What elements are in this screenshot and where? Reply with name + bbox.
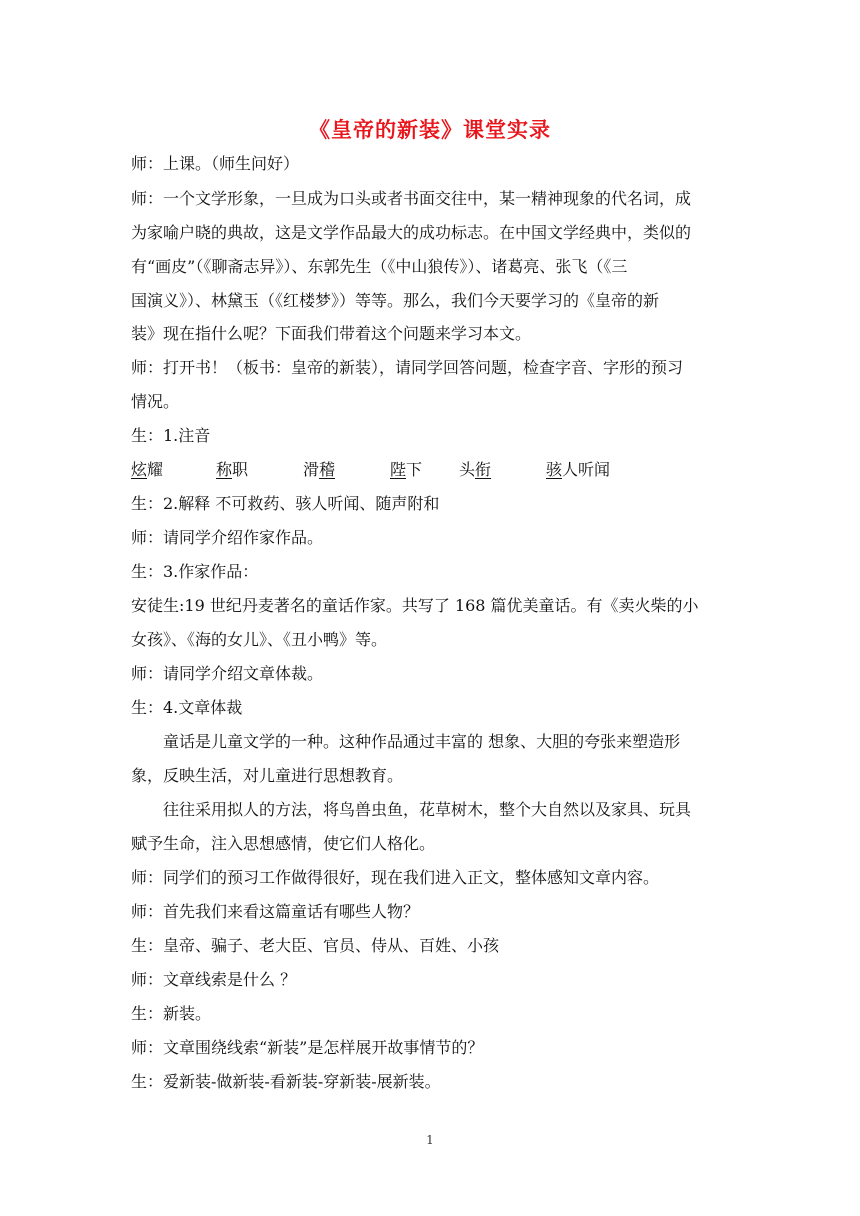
paragraph-line: 生：2.解释 不可救药、骇人听闻、随声附和	[131, 494, 440, 513]
word-rest: 人听闻	[562, 460, 611, 479]
paragraph-line: 有“画皮”（《聊斋志异》）、东郭先生（《中山狼传》）、诸葛亮、张飞（《三	[131, 257, 628, 276]
pronunciation-word	[459, 460, 491, 480]
word-rest: 下	[406, 460, 423, 479]
paragraph-line: 生：1.注音	[131, 426, 211, 445]
pronunciation-word	[546, 460, 610, 480]
underlined-char: 称	[216, 460, 233, 479]
paragraph-line: 象，反映生活，对儿童进行思想教育。	[131, 766, 404, 785]
pronunciation-word	[303, 460, 335, 480]
word-prefix: 滑	[303, 460, 320, 479]
paragraph-line: 赋予生命，注入思想感情，使它们人格化。	[131, 834, 436, 853]
paragraph-line: 往往采用拟人的方法，将鸟兽虫鱼，花草树木，整个大自然以及家具、玩具	[163, 800, 692, 819]
paragraph-line: 安徒生:19 世纪丹麦著名的童话作家。共写了 168 篇优美童话。有《卖火柴的小	[131, 596, 699, 615]
pronunciation-word	[390, 460, 422, 480]
paragraph-line: 师：上课。（师生问好）	[131, 154, 300, 173]
paragraph-line: 师：一个文学形象，一旦成为口头或者书面交往中，某一精神现象的代名词，成	[131, 189, 692, 208]
paragraph-line: 师：文章围绕线索“新装”是怎样展开故事情节的？	[131, 1038, 484, 1057]
paragraph-line: 生：4.文章体裁	[131, 698, 243, 717]
underlined-char: 衔	[475, 460, 492, 479]
paragraph-line: 女孩》、《海的女儿》、《丑小鸭》等。	[131, 630, 388, 649]
paragraph-line: 生：3.作家作品：	[131, 562, 259, 581]
pronunciation-word	[216, 460, 248, 480]
paragraph-line: 为家喻户晓的典故，这是文学作品最大的成功标志。在中国文学经典中，类似的	[131, 223, 692, 242]
underlined-char: 骇	[546, 460, 563, 479]
word-rest: 职	[232, 460, 249, 479]
paragraph-line: 生：皇帝、骗子、老大臣、官员、侍从、百姓、小孩	[131, 936, 500, 955]
paragraph-line: 童话是儿童文学的一种。这种作品通过丰富的 想象、大胆的夸张来塑造形	[163, 732, 681, 751]
paragraph-line: 师：文章线索是什么 ？	[131, 970, 297, 989]
paragraph-line: 师：同学们的预习工作做得很好，现在我们进入正文，整体感知文章内容。	[131, 868, 660, 887]
pronunciation-word	[131, 460, 163, 480]
paragraph-line: 师：首先我们来看这篇童话有哪些人物？	[131, 902, 420, 921]
word-prefix: 头	[459, 460, 476, 479]
paragraph-line: 情况。	[131, 392, 180, 411]
paragraph-line: 师：请同学介绍作家作品。	[131, 528, 324, 547]
page-number: 1	[426, 1133, 434, 1147]
underlined-char: 稽	[319, 460, 336, 479]
page-title: 《皇帝的新装》课堂实录	[309, 118, 551, 142]
paragraph-line: 生：新装。	[131, 1004, 212, 1023]
underlined-char: 炫	[131, 460, 148, 479]
word-rest: 耀	[147, 460, 164, 479]
paragraph-line: 师：请同学介绍文章体裁。	[131, 664, 324, 683]
paragraph-line: 装》现在指什么呢？下面我们带着这个问题来学习本文。	[131, 324, 532, 343]
paragraph-line: 国演义》）、林黛玉（《红楼梦》）等等。那么，我们今天要学习的《皇帝的新	[131, 291, 660, 310]
paragraph-line: 师：打开书！（板书：皇帝的新装），请同学回答问题，检查字音、字形的预习	[131, 358, 684, 377]
underlined-char: 陛	[390, 460, 407, 479]
paragraph-line: 生：爱新装-做新装-看新装-穿新装-展新装。	[131, 1072, 441, 1091]
